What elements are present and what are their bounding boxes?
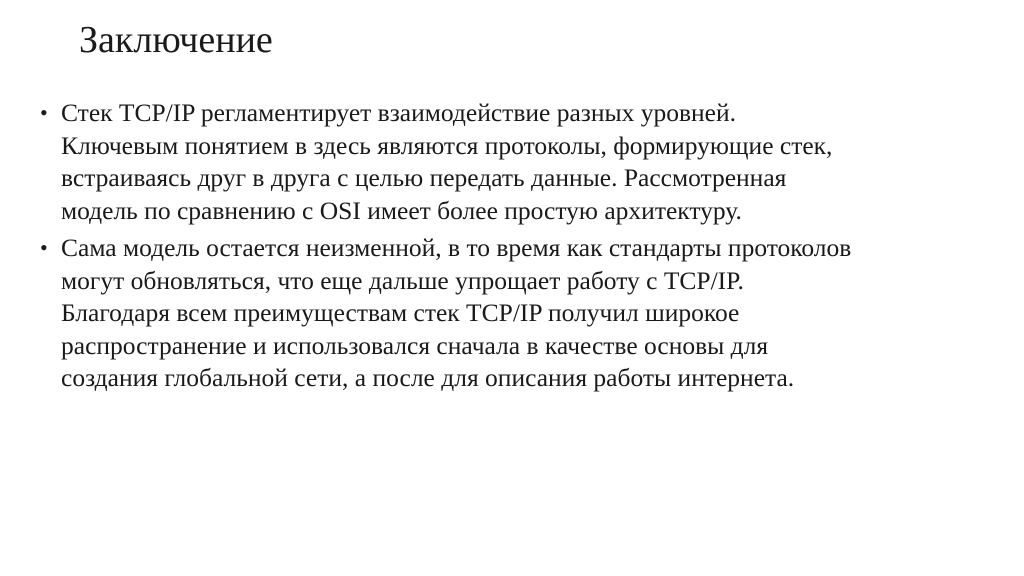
slide-title: Заключение	[79, 19, 273, 61]
bullet-text-line: модель по сравнению с OSI имеет более простую архитектуру.	[61, 195, 742, 225]
bullet-text-line: создания глобальной сети, а после для описания работы интернета.	[61, 363, 795, 392]
bullet-text-line: могут обновляться, что еще дальше упрощает работу с TCP/IP.	[61, 265, 744, 295]
bullet-text-line: Благодаря всем преимуществам стек TCP/IP получил широкое	[61, 298, 740, 327]
bullet-marker-icon: •	[40, 100, 48, 125]
bullet-text-line: Стек TCP/IP регламентирует взаимодействие разных уровней.	[61, 98, 737, 127]
bullet-marker-icon: •	[40, 235, 48, 260]
bullet-text-line: Сама модель остается неизменной, в то время как стандарты протоколов	[61, 233, 852, 262]
bullet-text-line: распространение и использовался сначала в качестве основы для	[61, 330, 769, 360]
bullet-item	[40, 97, 1000, 227]
bullet-text-line: встраиваясь друг в друга с целью передать данные. Рассмотренная	[61, 163, 787, 192]
bullet-item	[40, 232, 1000, 395]
bullet-text-line: Ключевым понятием в здесь являются протоколы, формирующие стек,	[61, 130, 833, 160]
bullet-list	[40, 97, 1000, 400]
